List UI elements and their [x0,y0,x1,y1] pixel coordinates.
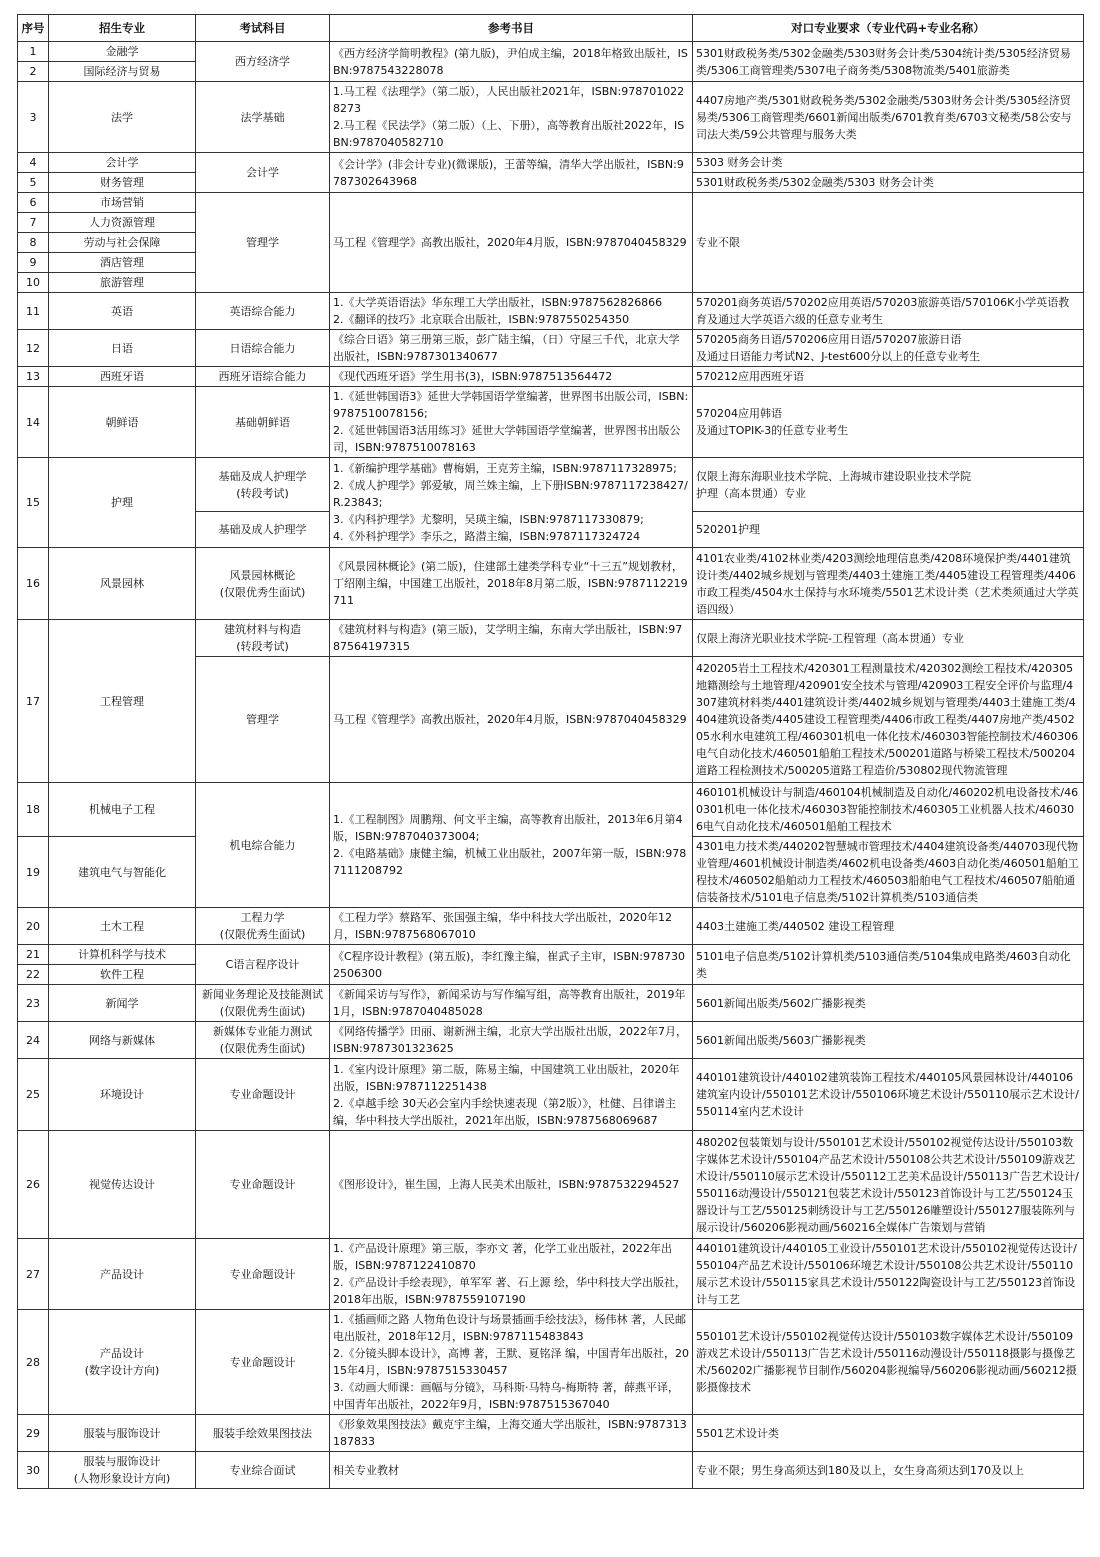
major-cell [49,173,196,193]
exam-subject-cell [196,458,330,512]
table-row [18,945,1084,965]
reference-books-cell [330,387,693,458]
seq-text: 29 [26,1426,40,1440]
reference-books-text: 相关专业教材 [333,1463,399,1477]
major-cell [49,1059,196,1131]
exam-subject-cell [196,193,330,293]
requirements-cell [693,387,1084,458]
reference-books-text: 1.《室内设计原理》第二版，陈易主编，中国建筑工业出版社，2020年出版，ISBN:9787112251438 2.《卓越手绘 30天必会室内手绘快速表现（第2版）》，杜健、吕律谱主编，华中科技大学出版社，2021年出版，ISBN:9787568069687 [333,1062,680,1127]
major-text: 计算机科学与技术 [78,948,166,961]
reference-books-cell [330,548,693,620]
requirements-text: 专业不限 [696,236,740,249]
reference-books-cell [330,908,693,945]
major-cell [49,620,196,783]
requirements-cell [693,1059,1084,1131]
seq-cell [18,1059,49,1131]
reference-books-cell [330,1022,693,1059]
table-row [18,1415,1084,1452]
requirements-text: 5501艺术设计类 [696,1426,779,1440]
exam-subject-text: 基础及成人护理学 [218,523,307,536]
major-text: 服装与服饰设计 [83,1426,161,1440]
seq-text: 3 [29,110,37,124]
major-text: 日语 [111,341,133,355]
requirements-text: 570201商务英语/570202应用英语/570203旅游英语/570106K小学英语教育及通过大学英语六级的任意专业考生 [696,296,1070,326]
requirements-text: 4301电力技术类/440202智慧城市管理技术/4404建筑设备类/440703现代物业管理/4601机械设计制造类/4602机电设备类/4603自动化类/460501船舶工程技术/460502船舶动力工程技术/460503船舶电气工程技术/460507船舶通信装备技术/5101电子信息类/5102计算机类/5103通信类 [696,840,1079,904]
major-text: 新闻学 [105,996,139,1010]
major-text: 市场营销 [100,196,144,209]
major-text: 环境设计 [100,1088,144,1101]
reference-books-cell [330,1452,693,1489]
table-row [18,1131,1084,1239]
seq-text: 9 [29,256,37,269]
seq-cell [18,387,49,458]
exam-subject-text: 工程力学 (仅限优秀生面试) [219,911,306,941]
seq-cell [18,367,49,387]
exam-subject-text: C语言程序设计 [225,958,300,971]
reference-books-cell [330,985,693,1022]
seq-text: 2 [29,65,37,78]
requirements-cell [693,42,1084,82]
requirements-text: 5301财政税务类/5302金融类/5303 财务会计类 [696,176,934,189]
requirements-cell [693,82,1084,153]
exam-subject-text: 管理学 [246,236,279,249]
table-row [18,1239,1084,1310]
requirements-cell [693,1415,1084,1452]
major-text: 网络与新媒体 [89,1033,155,1047]
table-row [18,1452,1084,1489]
requirements-cell [693,193,1084,293]
header-seq: 序号 [18,15,49,42]
requirements-cell [693,657,1084,783]
table-row [18,153,1084,173]
exam-subject-cell [196,1131,330,1239]
exam-subject-text: 专业命题设计 [229,1088,296,1101]
table-row [18,1059,1084,1131]
reference-books-cell [330,1415,693,1452]
seq-text: 8 [29,236,37,249]
table-row [18,1022,1084,1059]
requirements-cell [693,293,1084,330]
major-cell [49,387,196,458]
major-cell [49,193,196,213]
requirements-text: 570204应用韩语 及通过TOPIK-3的任意专业考生 [696,407,849,437]
exam-subject-cell [196,945,330,985]
exam-subject-cell [196,387,330,458]
requirements-text: 550101艺术设计/550102视觉传达设计/550103数字媒体艺术设计/550109游戏艺术设计/550113广告艺术设计/550116动漫设计/550118摄影与摄像艺术/560202广播影视节目制作/560204影视编导/560206影视动画/560212摄影摄像技术 [696,1330,1077,1394]
major-cell [49,548,196,620]
seq-text: 7 [29,216,37,229]
exam-subject-cell [196,620,330,657]
requirements-text: 5303 财务会计类 [696,156,783,169]
requirements-text: 仅限上海东海职业技术学院、上海城市建设职业技术学院 护理（高本贯通）专业 [696,469,971,500]
table-row [18,548,1084,620]
major-cell [49,837,196,908]
requirements-text: 4407房地产类/5301财政税务类/5302金融类/5303财务会计类/5305经济贸易类/5306工商管理类/6601新闻出版类/6701教育类/6703文秘类/58公安与司法大类/59公共管理与服务大类 [696,93,1072,141]
seq-text: 18 [26,803,40,816]
major-cell [49,62,196,82]
exam-subject-text: 机电综合能力 [229,838,296,852]
reference-books-text: 《工程力学》蔡路军、张国强主编，华中科技大学出版社，2020年12月，ISBN:9787568067010 [333,911,672,941]
reference-books-cell [330,1239,693,1310]
exam-subject-cell [196,367,330,387]
table-row [18,1310,1084,1415]
seq-text: 30 [26,1463,40,1477]
reference-books-cell [330,82,693,153]
seq-cell [18,837,49,908]
seq-cell [18,548,49,620]
seq-text: 5 [29,176,37,189]
major-cell [49,945,196,965]
requirements-text: 5301财政税务类/5302金融类/5303财务会计类/5304统计类/5305经济贸易类/5306工商管理类/5307电子商务类/5308物流类/5401旅游类 [696,46,1071,77]
table-row [18,908,1084,945]
seq-text: 25 [26,1088,40,1101]
exam-subject-cell [196,330,330,367]
table-row [18,458,1084,512]
reference-books-text: 《C程序设计教程》(第五版)，李红豫主编，崔武子主审，ISBN:9787302506300 [333,949,685,980]
header-major: 招生专业 [49,15,196,42]
major-text: 建筑电气与智能化 [78,865,166,879]
reference-books-text: 《网络传播学》田丽、谢新洲主编，北京大学出版社出版，2022年7月，ISBN:9787301323625 [333,1025,687,1055]
reference-books-text: 1.《延世韩国语3》延世大学韩国语学堂编著，世界图书出版公司，ISBN:9787510078156; 2.《延世韩国语3活用练习》延世大学韩国语学堂编著，世界图书出版公司，ISBN:9787510078163 [333,390,689,454]
requirements-text: 420205岩土工程技术/420301工程测量技术/420302测绘工程技术/420305地籍测绘与土地管理/420901安全技术与管理/420903工程安全评价与监理/4307建筑材料类/4401建筑设计类/4402城乡规划与管理类/4403土建施工类/4404建筑设备类/4405建设工程管理类/4406市政工程类/4407房地产类/450205水利水电建筑工程/460301机电一体化技术/460303智能控制技术/460306电气自动化技术/460501船舶工程技术/500201道路与桥梁工程技术/500204 道路工程检测技术/500205道路工程造价/530802现代物流管理 [696,662,1079,777]
requirements-text: 仅限上海济光职业技术学院-工程管理（高本贯通）专业 [696,631,964,645]
major-text: 法学 [111,110,133,124]
seq-text: 13 [26,370,40,383]
requirements-text: 5601新闻出版类/5602广播影视类 [696,996,866,1010]
table-row [18,367,1084,387]
seq-text: 28 [26,1355,40,1369]
exam-subject-text: 专业命题设计 [229,1178,296,1191]
exam-subject-text: 英语综合能力 [229,304,296,318]
seq-cell [18,1239,49,1310]
reference-books-text: 《西方经济学简明教程》(第九版)，尹伯成主编，2018年格致出版社，ISBN:9787543228078 [333,46,688,77]
seq-cell [18,82,49,153]
reference-books-text: 《图形设计》，崔生国，上海人民美术出版社，ISBN:9787532294527 [333,1178,680,1191]
seq-cell [18,1452,49,1489]
reference-books-cell [330,193,693,293]
seq-cell [18,965,49,985]
table-body [18,42,1084,1489]
seq-cell [18,908,49,945]
exam-subject-text: 专业命题设计 [229,1355,296,1369]
seq-text: 11 [26,304,40,318]
seq-cell [18,620,49,783]
exam-subject-cell [196,1452,330,1489]
admission-requirements-sheet [17,14,1083,1489]
reference-books-text: 《综合日语》第三册第三版，彭广陆主编，（日）守屋三千代，北京大学出版社，ISBN:9787301340677 [333,333,680,363]
major-text: 金融学 [105,45,139,58]
major-cell [49,783,196,837]
requirements-text: 570212应用西班牙语 [696,370,804,383]
header-exam-subject: 考试科目 [196,15,330,42]
major-text: 产品设计 [100,1267,144,1281]
requirements-text: 480202包装策划与设计/550101艺术设计/550102视觉传达设计/550103数字媒体艺术设计/550104产品艺术设计/550108公共艺术设计/550109游戏艺术设计/550110展示艺术设计/550112工艺美术品设计/550113广告艺术设计/550116动漫设计/550121包装艺术设计/550123首饰设计与工艺/550124玉器设计与工艺/550125刺绣设计与工艺/550126雕塑设计/550127服装陈列与展示设计/560206影视动画/560216全媒体广告策划与营销 [696,1135,1079,1234]
exam-subject-text: 专业综合面试 [229,1463,296,1477]
major-cell [49,1022,196,1059]
reference-books-cell [330,657,693,783]
requirements-cell [693,548,1084,620]
table-row [18,293,1084,330]
exam-subject-cell [196,783,330,908]
header-reference-books: 参考书目 [330,15,693,42]
seq-cell [18,1022,49,1059]
requirements-text: 5601新闻出版类/5603广播影视类 [696,1033,866,1047]
seq-text: 22 [26,968,40,981]
seq-cell [18,458,49,548]
requirements-text: 4403土建施工类/440502 建设工程管理 [696,919,895,933]
requirements-cell [693,512,1084,548]
seq-cell [18,233,49,253]
exam-subject-cell [196,908,330,945]
reference-books-text: 《会计学》(非会计专业)(微课版)，王蕾等编，清华大学出版社，ISBN:9787302643968 [333,157,684,188]
major-cell [49,233,196,253]
exam-subject-cell [196,1310,330,1415]
major-cell [49,153,196,173]
table-row [18,42,1084,62]
exam-subject-text: 日语综合能力 [229,341,296,355]
seq-cell [18,153,49,173]
seq-text: 26 [26,1178,40,1191]
major-cell [49,985,196,1022]
reference-books-text: 1.《大学英语语法》华东理工大学出版社，ISBN:9787562826866 2.《翻译的技巧》北京联合出版社，ISBN:9787550254350 [333,296,663,326]
major-text: 英语 [111,304,133,318]
reference-books-text: 《新闻采访与写作》，新闻采访与写作编写组，高等教育出版社，2019年1月，ISBN:9787040485028 [333,988,686,1018]
exam-subject-cell [196,512,330,548]
major-text: 视觉传达设计 [89,1178,155,1191]
requirements-text: 440101建筑设计/440102建筑装饰工程技术/440105风景园林设计/440106建筑室内设计/550101艺术设计/550106环境艺术设计/550110展示艺术设计/550114室内艺术设计 [696,1071,1079,1118]
exam-subject-text: 西方经济学 [235,55,290,68]
major-cell [49,82,196,153]
seq-cell [18,173,49,193]
requirements-cell [693,945,1084,985]
table-row [18,783,1084,837]
major-cell [49,1239,196,1310]
major-text: 服装与服饰设计 (人物形象设计方向) [73,1455,171,1485]
requirements-cell [693,908,1084,945]
requirements-text: 440101建筑设计/440105工业设计/550101艺术设计/550102视觉传达设计/550104产品艺术设计/550106环境艺术设计/550108公共艺术设计/550110展示艺术设计/550115家具艺术设计/550122陶瓷设计与工艺/550123首饰设计与工艺 [696,1242,1077,1306]
table-row [18,620,1084,657]
major-cell [49,213,196,233]
major-text: 工程管理 [100,694,144,708]
seq-cell [18,273,49,293]
seq-cell [18,330,49,367]
requirements-cell [693,985,1084,1022]
requirements-cell [693,458,1084,512]
table-row [18,82,1084,153]
requirements-cell [693,1239,1084,1310]
table-row [18,985,1084,1022]
reference-books-text: 马工程《管理学》高教出版社，2020年4月版，ISBN:9787040458329 [333,713,687,726]
admission-table [17,14,1084,1489]
major-text: 护理 [111,496,133,509]
table-row [18,193,1084,213]
reference-books-cell [330,293,693,330]
seq-cell [18,213,49,233]
exam-subject-cell [196,1415,330,1452]
seq-text: 6 [29,196,37,209]
major-text: 劳动与社会保障 [83,236,161,249]
table-header-row [18,15,1084,42]
requirements-text: 4101农业类/4102林业类/4203测绘地理信息类/4208环境保护类/4401建筑设计类/4402城乡规划与管理类/4403土建施工类/4405建设工程管理类/4406市政工程类/4504水土保持与水环境类/5501艺术设计类（艺术类须通过大学英语四级） [696,551,1079,616]
exam-subject-text: 法学基础 [240,110,285,124]
seq-cell [18,193,49,213]
exam-subject-text: 基础朝鲜语 [235,415,290,429]
exam-subject-text: 西班牙语综合能力 [218,370,307,383]
exam-subject-text: 新闻业务理论及技能测试 (仅限优秀生面试) [202,988,323,1018]
reference-books-cell [330,1310,693,1415]
major-cell [49,253,196,273]
major-text: 人力资源管理 [89,216,155,229]
major-text: 风景园林 [100,577,144,590]
requirements-text: 520201护理 [696,523,760,536]
reference-books-text: 1.《工程制图》周鹏翔、何文平主编，高等教育出版社，2013年6月第4版，ISBN:9787040373004; 2.《电路基础》康健主编，机械工业出版社，2007年第一版，ISBN:9787111208792 [333,813,687,877]
reference-books-cell [330,367,693,387]
requirements-cell [693,153,1084,173]
reference-books-cell [330,330,693,367]
seq-cell [18,293,49,330]
exam-subject-cell [196,657,330,783]
major-text: 酒店管理 [100,256,144,269]
requirements-cell [693,1022,1084,1059]
exam-subject-cell [196,1239,330,1310]
table-row [18,387,1084,458]
seq-text: 4 [29,156,37,169]
seq-text: 27 [26,1267,40,1281]
requirements-cell [693,837,1084,908]
reference-books-text: 1.马工程《法理学》（第二版），人民出版社2021年，ISBN:9787010228273 2.马工程《民法学》（第二版）（上、下册），高等教育出版社2022年，ISBN:9787040582710 [333,85,685,149]
major-text: 会计学 [105,156,139,169]
exam-subject-cell [196,293,330,330]
reference-books-cell [330,458,693,548]
major-text: 软件工程 [100,968,144,981]
major-cell [49,1452,196,1489]
seq-text: 20 [26,919,40,933]
seq-text: 16 [26,577,40,590]
exam-subject-text: 服装手绘效果图技法 [213,1426,312,1440]
major-text: 土木工程 [100,919,144,933]
reference-books-cell [330,1131,693,1239]
seq-cell [18,945,49,965]
major-text: 旅游管理 [100,276,144,289]
seq-cell [18,42,49,62]
exam-subject-text: 新媒体专业能力测试 (仅限优秀生面试) [213,1025,312,1055]
exam-subject-text: 风景园林概论 (仅限优秀生面试) [219,568,306,599]
reference-books-cell [330,1059,693,1131]
requirements-cell [693,330,1084,367]
reference-books-text: 1.《产品设计原理》第三版，李亦文 著，化学工业出版社，2022年出版，ISBN:9787122410870 2.《产品设计手绘表现》，单军军 著、石上源 绘，华中科技大学出版社，2018年出版，ISBN:9787559107190 [333,1242,686,1306]
requirements-text: 专业不限；男生身高须达到180及以上，女生身高须达到170及以上 [696,1463,1024,1477]
seq-text: 1 [29,45,37,58]
reference-books-cell [330,945,693,985]
reference-books-cell [330,42,693,82]
major-cell [49,965,196,985]
seq-text: 15 [26,496,40,509]
exam-subject-cell [196,42,330,82]
seq-cell [18,1131,49,1239]
reference-books-cell [330,153,693,193]
requirements-cell [693,620,1084,657]
exam-subject-cell [196,1022,330,1059]
reference-books-text: 1.《新编护理学基础》曹梅娟，王克芳主编，ISBN:9787117328975; 2.《成人护理学》郭爱敏，周兰姝主编，上下册ISBN:9787117238427/R.23843; 3.《内科护理学》尤黎明，吴瑛主编，ISBN:9787117330879; 4.《外科护理学》李乐之，路潜主编，ISBN:9787117324724 [333,462,688,543]
exam-subject-cell [196,985,330,1022]
seq-cell [18,783,49,837]
exam-subject-text: 会计学 [246,166,279,179]
major-cell [49,908,196,945]
header-requirements: 对口专业要求（专业代码+专业名称） [693,15,1084,42]
requirements-text: 460101机械设计与制造/460104机械制造及自动化/460202机电设备技术/460301机电一体化技术/460303智能控制技术/460305工业机器人技术/460306电气自动化技术/460501船舶工程技术 [696,786,1079,833]
seq-text: 12 [26,341,40,355]
exam-subject-text: 建筑材料与构造 (转段考试) [224,623,301,653]
exam-subject-text: 专业命题设计 [229,1267,296,1281]
major-cell [49,1131,196,1239]
requirements-text: 570205商务日语/570206应用日语/570207旅游日语 及通过日语能力考试N2、J-test600分以上的任意专业考生 [696,333,981,363]
major-text: 机械电子工程 [89,803,155,816]
seq-cell [18,253,49,273]
reference-books-cell [330,783,693,908]
exam-subject-text: 基础及成人护理学 (转段考试) [218,469,307,500]
major-text: 朝鲜语 [105,415,139,429]
reference-books-cell [330,620,693,657]
major-cell [49,273,196,293]
requirements-text: 5101电子信息类/5102计算机类/5103通信类/5104集成电路类/4603自动化类 [696,949,1071,980]
requirements-cell [693,1310,1084,1415]
requirements-cell [693,783,1084,837]
seq-cell [18,62,49,82]
exam-subject-cell [196,82,330,153]
seq-text: 24 [26,1033,40,1047]
major-cell [49,1415,196,1452]
major-cell [49,367,196,387]
reference-books-text: 《风景园林概论》(第二版)，住建部土建类学科专业“十三五”规划教材，丁绍刚主编，中国建工出版社，2018年8月第二版，ISBN:9787112219711 [333,560,688,607]
reference-books-text: 《形象效果图技法》戴克宇主编，上海交通大学出版社，ISBN:9787313187833 [333,1418,687,1448]
seq-text: 10 [26,276,40,289]
major-text: 西班牙语 [100,370,144,383]
seq-text: 17 [26,694,40,708]
seq-text: 19 [26,865,40,879]
major-cell [49,293,196,330]
reference-books-text: 《现代西班牙语》学生用书(3)，ISBN:9787513564472 [333,370,613,383]
seq-text: 21 [26,948,40,961]
major-text: 国际经济与贸易 [83,65,161,78]
exam-subject-text: 管理学 [246,713,279,726]
seq-cell [18,1310,49,1415]
major-cell [49,1310,196,1415]
seq-text: 14 [26,415,40,429]
seq-cell [18,985,49,1022]
major-cell [49,330,196,367]
exam-subject-cell [196,548,330,620]
table-row [18,330,1084,367]
major-text: 财务管理 [100,176,144,189]
requirements-cell [693,367,1084,387]
seq-text: 23 [26,996,40,1010]
requirements-cell [693,173,1084,193]
reference-books-text: 《建筑材料与构造》(第三版)，艾学明主编，东南大学出版社，ISBN:9787564197315 [333,623,683,653]
major-text: 产品设计 (数字设计方向) [84,1347,160,1377]
reference-books-text: 马工程《管理学》高教出版社，2020年4月版，ISBN:9787040458329 [333,236,687,249]
exam-subject-cell [196,153,330,193]
exam-subject-cell [196,1059,330,1131]
requirements-cell [693,1452,1084,1489]
major-cell [49,42,196,62]
reference-books-text: 1.《插画师之路 人物角色设计与场景插画手绘技法》，杨伟林 著，人民邮电出版社，2018年12月，ISBN:9787115483843 2.《分镜头脚本设计》，高博 著，王默、夏铭泽 编，中国青年出版社，2015年4月，ISBN:9787515330457 3.《动画大师课：画幅与分镜》，马科斯·马特乌-梅斯特 著，薛燕平译，中国青年出版社，2022年9月，ISBN:9787515367040 [333,1313,689,1411]
major-cell [49,458,196,548]
seq-cell [18,1415,49,1452]
requirements-cell [693,1131,1084,1239]
